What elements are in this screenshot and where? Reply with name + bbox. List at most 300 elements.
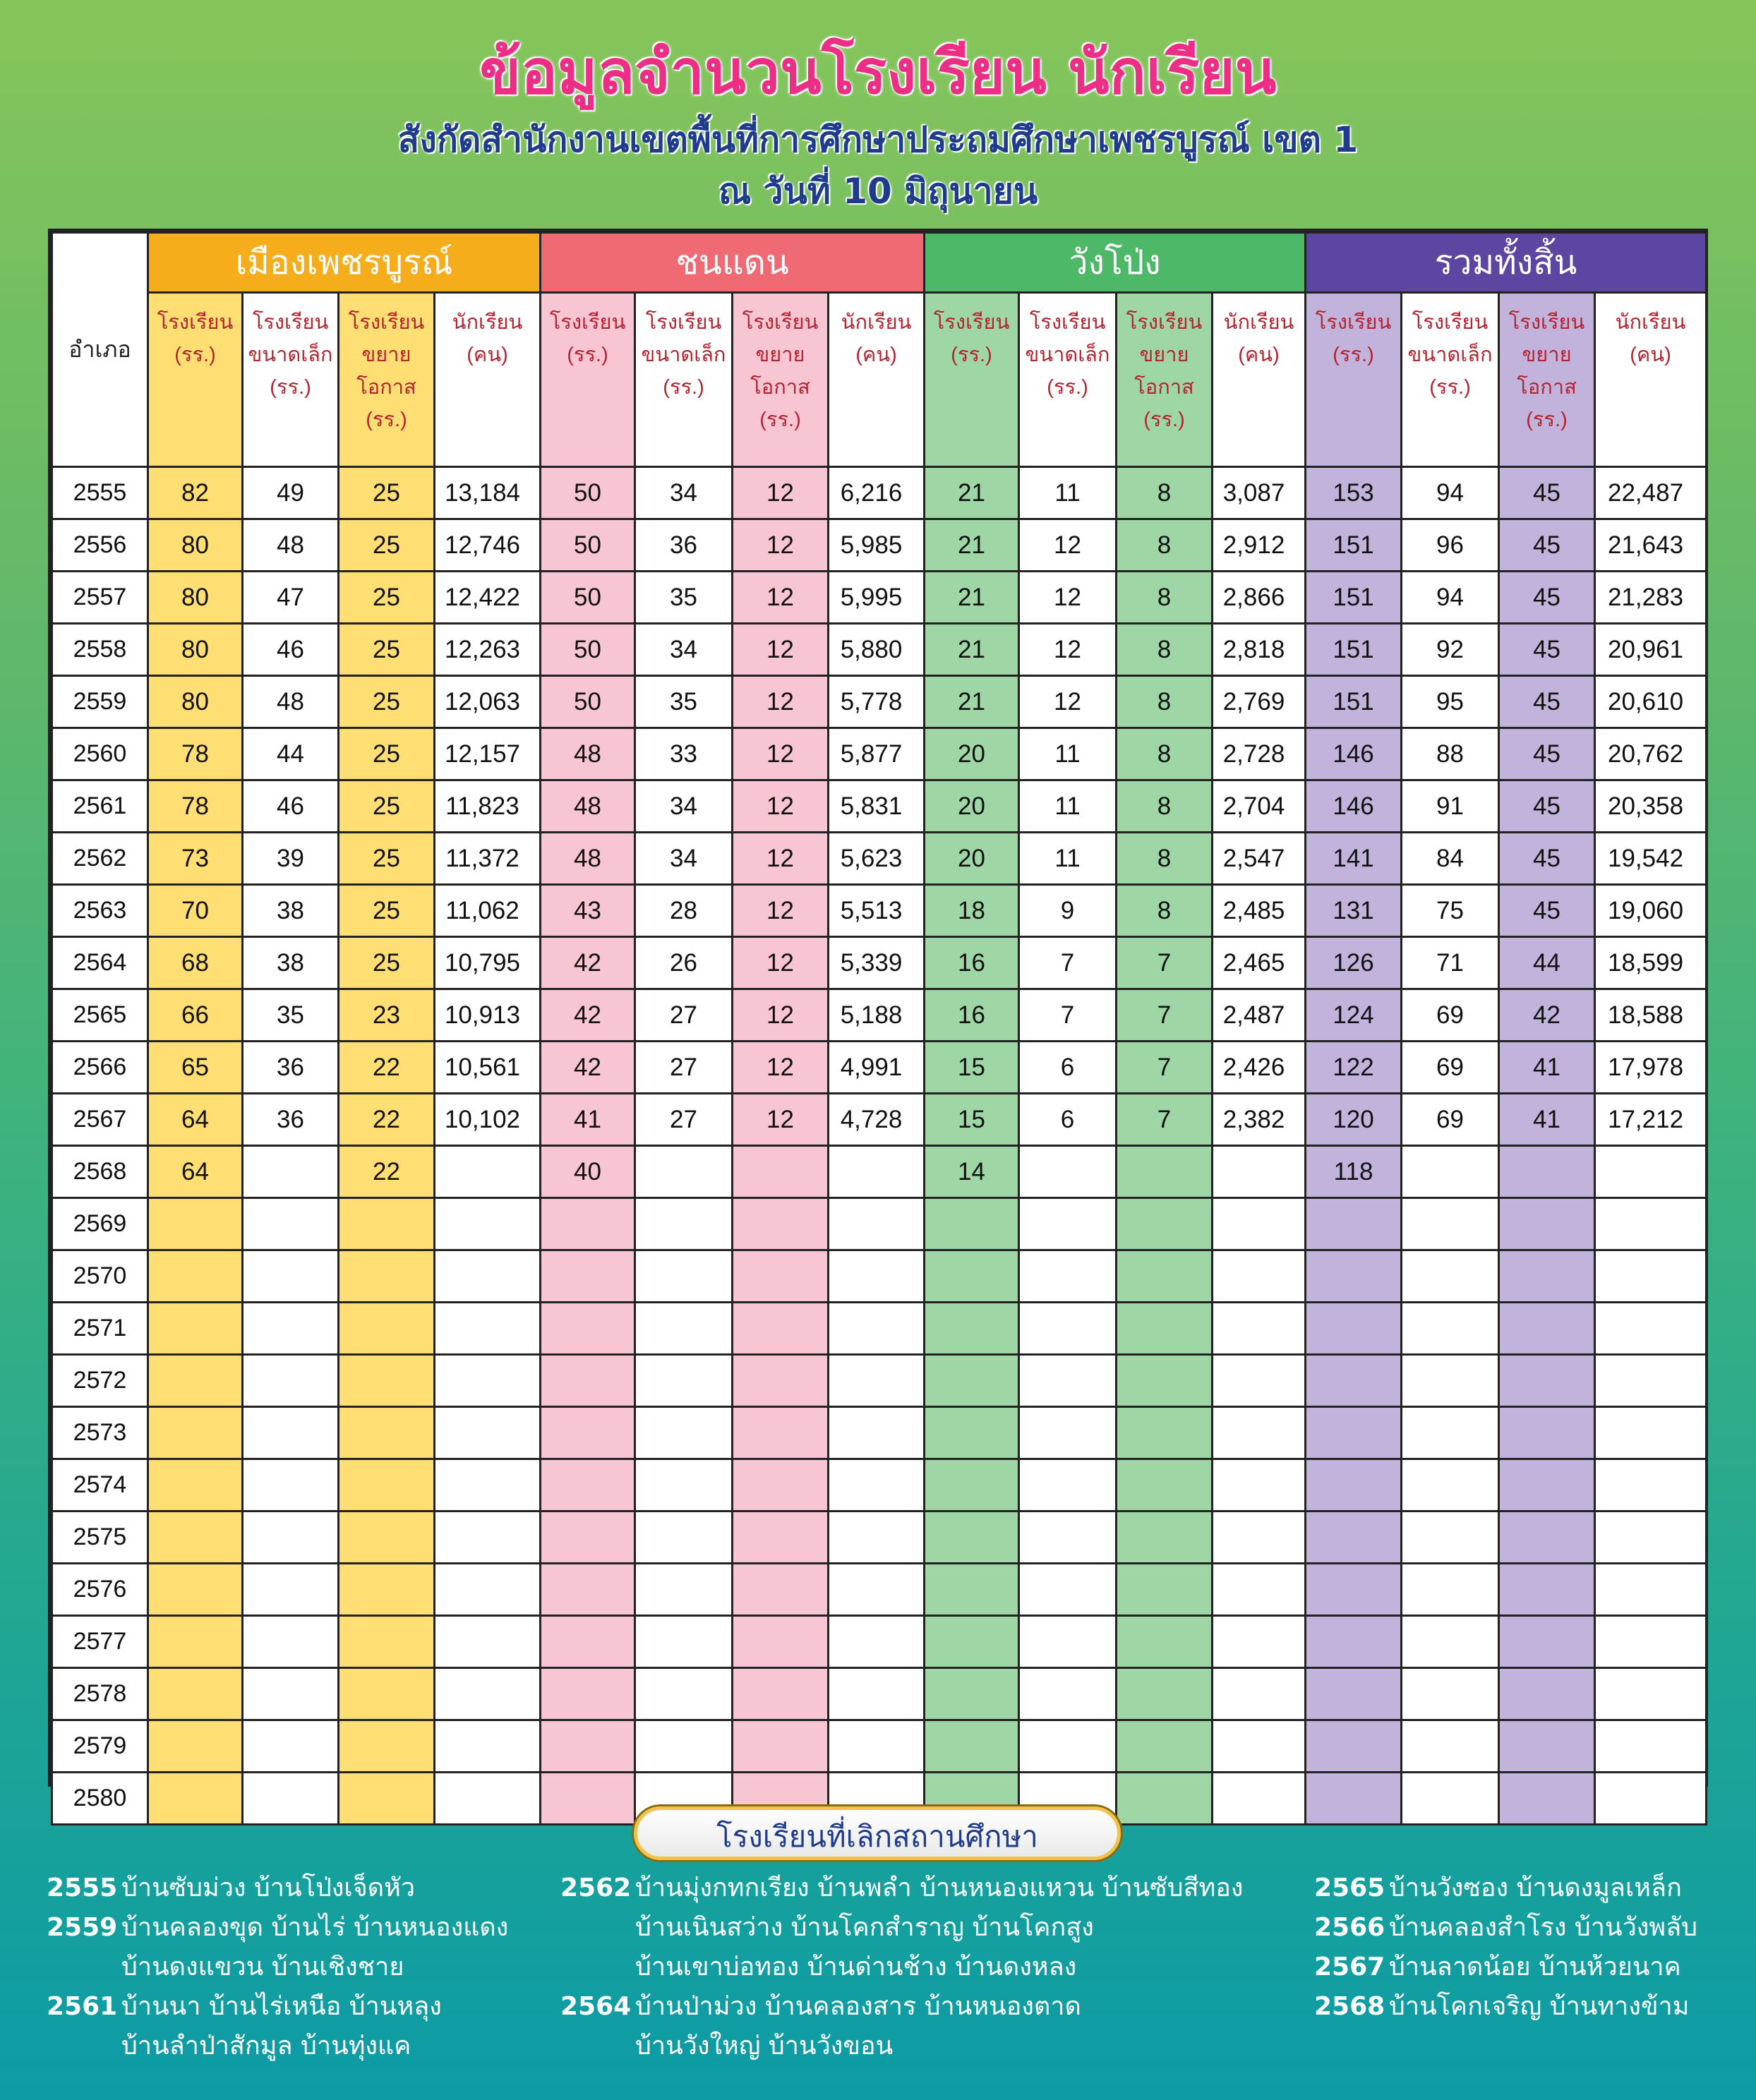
data-cell: [435, 1511, 541, 1564]
closed-school-names: บ้านลาดน้อย บ้านห้วยนาค: [1389, 1953, 1681, 1981]
data-cell: 5,778: [829, 676, 925, 728]
data-cell: 46: [243, 780, 339, 833]
data-cell: 45: [1499, 467, 1595, 519]
subheader-line: (รร.): [1047, 376, 1088, 399]
data-cell: 5,831: [829, 780, 925, 833]
subheader-line: (คน): [467, 344, 508, 366]
data-cell: [829, 1459, 925, 1511]
data-cell: [1499, 1355, 1595, 1407]
table-row: [52, 572, 1707, 624]
data-cell: 65: [148, 1042, 243, 1094]
data-cell: [1117, 1720, 1213, 1773]
data-cell: [733, 1564, 829, 1616]
data-cell: 80: [148, 676, 243, 728]
data-cell: 8: [1117, 519, 1213, 572]
data-cell: 12,422: [435, 572, 541, 624]
data-cell: 34: [635, 624, 733, 676]
data-cell: 71: [1402, 937, 1499, 989]
data-cell: 22: [339, 1146, 435, 1198]
data-cell: [541, 1459, 635, 1511]
data-cell: 12: [733, 833, 829, 885]
data-cell: 151: [1306, 519, 1402, 572]
data-cell: [1117, 1198, 1213, 1250]
data-cell: [541, 1198, 635, 1250]
data-cell: [733, 1146, 829, 1198]
data-cell: [1402, 1511, 1499, 1564]
closed-year: 2566: [1314, 1913, 1385, 1942]
data-cell: 78: [148, 728, 243, 780]
subheader-line: โอกาส: [1134, 376, 1194, 399]
data-cell: 10,102: [435, 1094, 541, 1146]
data-cell: [1019, 1198, 1117, 1250]
data-cell: [148, 1303, 243, 1355]
data-cell: [1213, 1720, 1306, 1773]
data-cell: [339, 1564, 435, 1616]
data-cell: [829, 1355, 925, 1407]
subheader-line: โรงเรียน: [933, 311, 1010, 334]
data-cell: 17,978: [1595, 1042, 1707, 1094]
data-cell: 12: [733, 780, 829, 833]
data-cell: [1019, 1668, 1117, 1720]
data-cell: [1595, 1355, 1707, 1407]
data-cell: 42: [541, 937, 635, 989]
subheader-line: (รร.): [270, 376, 311, 399]
subheader-small-schools: [1019, 293, 1117, 467]
data-cell: 12: [733, 728, 829, 780]
data-cell: 68: [148, 937, 243, 989]
closed-schools-column-3: [1314, 1869, 1738, 2027]
date-line: ณ วันที่ 10 มิถุนายน: [718, 171, 1038, 212]
data-cell: [1595, 1198, 1707, 1250]
data-cell: 34: [635, 833, 733, 885]
closed-year: 2562: [560, 1873, 632, 1902]
data-cell: 10,561: [435, 1042, 541, 1094]
data-cell: [339, 1616, 435, 1668]
data-cell: 12: [733, 624, 829, 676]
data-cell: [148, 1198, 243, 1250]
year-cell: 2558: [52, 624, 148, 676]
subheader-line: (คน): [1238, 344, 1280, 366]
subheader-line: โรงเรียน: [1412, 311, 1489, 334]
table-row: [52, 728, 1707, 780]
data-cell: 10,795: [435, 937, 541, 989]
data-cell: [733, 1616, 829, 1668]
year-cell: 2578: [52, 1668, 148, 1720]
table-row: [52, 833, 1707, 885]
data-cell: 66: [148, 989, 243, 1042]
data-cell: 42: [541, 1042, 635, 1094]
data-cell: 50: [541, 467, 635, 519]
data-cell: 9: [1019, 885, 1117, 937]
closed-school-names: บ้านนา บ้านไร่เหนือ บ้านหลุง บ้านลำป่าสักมูล บ้านทุ่งแค: [121, 1992, 442, 2060]
data-cell: [829, 1146, 925, 1198]
subheader-line: โรงเรียน: [157, 311, 234, 334]
closed-school-entry: [47, 1908, 555, 1987]
year-cell: 2568: [52, 1146, 148, 1198]
data-cell: [635, 1668, 733, 1720]
data-cell: 3,087: [1213, 467, 1306, 519]
data-cell: 12,157: [435, 728, 541, 780]
data-cell: 45: [1499, 833, 1595, 885]
subheader-schools: [541, 293, 635, 467]
data-cell: [1306, 1303, 1402, 1355]
subheader-small-schools: [243, 293, 339, 467]
data-cell: [435, 1146, 541, 1198]
data-cell: [243, 1407, 339, 1459]
data-cell: [1499, 1720, 1595, 1773]
data-cell: [435, 1459, 541, 1511]
data-cell: 124: [1306, 989, 1402, 1042]
year-cell: 2563: [52, 885, 148, 937]
table-row: [52, 1198, 1707, 1250]
data-cell: [1499, 1303, 1595, 1355]
data-cell: [829, 1303, 925, 1355]
year-cell: 2565: [52, 989, 148, 1042]
data-cell: 12: [1019, 676, 1117, 728]
data-cell: 36: [243, 1042, 339, 1094]
data-cell: 12: [733, 467, 829, 519]
subheader-line: โรงเรียน: [645, 311, 722, 334]
table-row: [52, 1094, 1707, 1146]
table-row: [52, 519, 1707, 572]
data-cell: [243, 1511, 339, 1564]
data-cell: [1595, 1720, 1707, 1773]
data-cell: 7: [1019, 937, 1117, 989]
data-cell: [1306, 1198, 1402, 1250]
subheader-students: [1595, 293, 1707, 467]
year-cell: 2577: [52, 1616, 148, 1668]
subheader-schools: [925, 293, 1019, 467]
data-cell: 12: [733, 572, 829, 624]
data-cell: [148, 1459, 243, 1511]
closed-school-entry: [47, 1987, 555, 2066]
subheader-line: โรงเรียน: [549, 311, 626, 334]
data-cell: 22: [339, 1042, 435, 1094]
data-cell: [1213, 1146, 1306, 1198]
data-cell: 5,339: [829, 937, 925, 989]
data-cell: 7: [1019, 989, 1117, 1042]
data-cell: 7: [1117, 937, 1213, 989]
data-cell: 20,762: [1595, 728, 1707, 780]
data-cell: 45: [1499, 780, 1595, 833]
data-cell: 92: [1402, 624, 1499, 676]
data-cell: [243, 1720, 339, 1773]
data-cell: 25: [339, 519, 435, 572]
closed-schools-column-1: [47, 1869, 555, 2066]
closed-school-names: บ้านโคกเจริญ บ้านทางข้าม: [1389, 1992, 1690, 2021]
year-cell: 2574: [52, 1459, 148, 1511]
data-cell: 21: [925, 624, 1019, 676]
data-cell: 50: [541, 676, 635, 728]
data-cell: [1019, 1355, 1117, 1407]
data-cell: 5,985: [829, 519, 925, 572]
data-cell: 21: [925, 519, 1019, 572]
data-cell: 11: [1019, 467, 1117, 519]
data-cell: 12,063: [435, 676, 541, 728]
data-cell: 118: [1306, 1146, 1402, 1198]
subheader-line: โอกาส: [750, 376, 810, 399]
data-cell: 151: [1306, 624, 1402, 676]
data-cell: 25: [339, 780, 435, 833]
closed-school-entry: [47, 1869, 555, 1908]
data-cell: 20,610: [1595, 676, 1707, 728]
table-row: [52, 624, 1707, 676]
data-cell: 4,991: [829, 1042, 925, 1094]
data-cell: [1117, 1459, 1213, 1511]
data-cell: 11,823: [435, 780, 541, 833]
data-cell: 2,426: [1213, 1042, 1306, 1094]
data-cell: 12,746: [435, 519, 541, 572]
subheader-students: [435, 293, 541, 467]
data-cell: 26: [635, 937, 733, 989]
data-cell: 64: [148, 1146, 243, 1198]
data-cell: 12: [733, 676, 829, 728]
data-cell: 28: [635, 885, 733, 937]
year-cell: 2567: [52, 1094, 148, 1146]
data-cell: 50: [541, 572, 635, 624]
subheader-line: โรงเรียน: [742, 311, 819, 334]
data-cell: 73: [148, 833, 243, 885]
table-row: [52, 1459, 1707, 1511]
subheader-extended-schools: [1117, 293, 1213, 467]
data-cell: 38: [243, 937, 339, 989]
data-cell: [829, 1720, 925, 1773]
school-student-table: [48, 229, 1708, 1811]
data-cell: [243, 1355, 339, 1407]
data-cell: 151: [1306, 676, 1402, 728]
data-cell: [733, 1459, 829, 1511]
data-cell: [1402, 1303, 1499, 1355]
data-cell: [339, 1198, 435, 1250]
data-cell: [541, 1250, 635, 1303]
data-cell: 11: [1019, 728, 1117, 780]
closed-schools-column-2: [560, 1869, 1309, 2066]
closed-year: 2559: [47, 1913, 118, 1942]
data-cell: [1306, 1668, 1402, 1720]
subheader-line: โรงเรียน: [1508, 311, 1585, 334]
data-cell: 146: [1306, 728, 1402, 780]
data-cell: 94: [1402, 467, 1499, 519]
data-cell: [1306, 1564, 1402, 1616]
year-cell: 2560: [52, 728, 148, 780]
subheader-line: (รร.): [1333, 344, 1374, 366]
page-subtitle: สังกัดสำนักงานเขตพื้นที่การศึกษาประถมศึกษาเพชรบูรณ์ เขต 1: [397, 119, 1359, 160]
data-cell: 2,912: [1213, 519, 1306, 572]
closed-school-names: บ้านคลองขุด บ้านไร่ บ้านหนองแดง บ้านดงแขวน บ้านเชิงชาย: [121, 1913, 509, 1981]
data-cell: 22: [339, 1094, 435, 1146]
data-cell: 33: [635, 728, 733, 780]
data-cell: 17,212: [1595, 1094, 1707, 1146]
data-cell: [435, 1564, 541, 1616]
data-cell: [635, 1198, 733, 1250]
data-cell: 39: [243, 833, 339, 885]
subheader-line: นักเรียน: [1223, 311, 1294, 334]
data-cell: [1595, 1407, 1707, 1459]
subheader-schools: [1306, 293, 1402, 467]
closed-school-entry: [560, 1869, 1309, 1987]
data-cell: 19,542: [1595, 833, 1707, 885]
data-cell: 27: [635, 1042, 733, 1094]
group-header-chon-daen: ชนแดน: [541, 233, 925, 293]
data-cell: [1117, 1250, 1213, 1303]
data-cell: 2,465: [1213, 937, 1306, 989]
data-cell: [1402, 1198, 1499, 1250]
data-cell: 21,283: [1595, 572, 1707, 624]
data-cell: [1213, 1459, 1306, 1511]
data-cell: [1402, 1616, 1499, 1668]
data-cell: [1213, 1407, 1306, 1459]
data-cell: [1213, 1668, 1306, 1720]
data-cell: [635, 1250, 733, 1303]
page-title: ข้อมูลจำนวนโรงเรียน นักเรียน: [479, 37, 1277, 108]
data-cell: [1117, 1668, 1213, 1720]
data-cell: [1019, 1720, 1117, 1773]
data-cell: 48: [243, 519, 339, 572]
data-cell: [148, 1407, 243, 1459]
data-cell: [243, 1459, 339, 1511]
data-cell: [541, 1616, 635, 1668]
data-cell: 16: [925, 937, 1019, 989]
data-cell: 8: [1117, 467, 1213, 519]
data-cell: [1499, 1511, 1595, 1564]
data-cell: [1402, 1773, 1499, 1825]
data-cell: 41: [541, 1094, 635, 1146]
data-cell: 18,599: [1595, 937, 1707, 989]
data-cell: 34: [635, 467, 733, 519]
data-cell: [1595, 1616, 1707, 1668]
data-cell: [1499, 1146, 1595, 1198]
data-cell: [829, 1511, 925, 1564]
data-cell: 36: [243, 1094, 339, 1146]
data-cell: [1402, 1146, 1499, 1198]
table-row: [52, 1303, 1707, 1355]
closed-year: 2567: [1314, 1953, 1385, 1981]
data-cell: [243, 1146, 339, 1198]
data-cell: 20: [925, 780, 1019, 833]
group-header-wang-pong: วังโป่ง: [925, 233, 1306, 293]
data-cell: [541, 1773, 635, 1825]
subheader-line: นักเรียน: [452, 311, 523, 334]
data-cell: [1499, 1250, 1595, 1303]
data-cell: [925, 1198, 1019, 1250]
closed-school-entry: [1314, 1869, 1738, 1908]
data-cell: 12: [733, 1094, 829, 1146]
year-cell: 2562: [52, 833, 148, 885]
data-cell: [635, 1303, 733, 1355]
data-cell: 88: [1402, 728, 1499, 780]
data-cell: [1402, 1407, 1499, 1459]
subheader-line: นักเรียน: [1615, 311, 1686, 334]
data-cell: 70: [148, 885, 243, 937]
data-cell: 2,728: [1213, 728, 1306, 780]
data-cell: [148, 1355, 243, 1407]
data-cell: 153: [1306, 467, 1402, 519]
subheader-line: (รร.): [759, 409, 801, 431]
data-cell: [148, 1720, 243, 1773]
subheader-line: โอกาส: [356, 376, 416, 399]
subheader-line: (รร.): [366, 409, 407, 431]
subheader-line: โรงเรียน: [348, 311, 425, 334]
data-cell: [925, 1564, 1019, 1616]
year-cell: 2561: [52, 780, 148, 833]
data-cell: [1213, 1303, 1306, 1355]
table-row: [52, 1042, 1707, 1094]
data-cell: [1213, 1773, 1306, 1825]
year-cell: 2575: [52, 1511, 148, 1564]
data-cell: 20,961: [1595, 624, 1707, 676]
data-cell: 41: [1499, 1094, 1595, 1146]
closed-year: 2568: [1314, 1992, 1385, 2021]
closed-school-entry: [1314, 1908, 1738, 1948]
data-cell: [635, 1720, 733, 1773]
data-cell: [1306, 1355, 1402, 1407]
data-cell: [829, 1198, 925, 1250]
data-cell: 12: [733, 1042, 829, 1094]
data-cell: [541, 1564, 635, 1616]
data-cell: [733, 1668, 829, 1720]
data-cell: 6: [1019, 1042, 1117, 1094]
table-row: [52, 1511, 1707, 1564]
data-cell: [339, 1511, 435, 1564]
subheader-line: (รร.): [567, 344, 608, 366]
table-row: [52, 1146, 1707, 1198]
data-cell: [733, 1511, 829, 1564]
data-cell: 2,547: [1213, 833, 1306, 885]
data-cell: [1117, 1616, 1213, 1668]
data-cell: [541, 1355, 635, 1407]
data-cell: [1213, 1511, 1306, 1564]
data-cell: [1117, 1303, 1213, 1355]
data-cell: [243, 1616, 339, 1668]
data-cell: [1019, 1146, 1117, 1198]
data-cell: 35: [635, 572, 733, 624]
subheader-line: โอกาส: [1517, 376, 1577, 399]
data-cell: 84: [1402, 833, 1499, 885]
data-cell: [1402, 1459, 1499, 1511]
data-cell: 12: [733, 989, 829, 1042]
data-cell: [635, 1146, 733, 1198]
table-row: [52, 1564, 1707, 1616]
data-cell: 45: [1499, 885, 1595, 937]
subheader-line: ขนาดเล็ก: [1407, 344, 1493, 366]
subheader-line: ขยาย: [361, 344, 411, 366]
data-cell: [925, 1720, 1019, 1773]
data-cell: 75: [1402, 885, 1499, 937]
data-cell: [1306, 1616, 1402, 1668]
data-cell: [1402, 1250, 1499, 1303]
data-cell: [829, 1616, 925, 1668]
data-cell: 2,487: [1213, 989, 1306, 1042]
data-cell: 25: [339, 676, 435, 728]
subheader-line: (คน): [1630, 344, 1671, 366]
data-cell: [541, 1303, 635, 1355]
data-cell: [733, 1250, 829, 1303]
data-cell: [1402, 1720, 1499, 1773]
data-cell: 45: [1499, 676, 1595, 728]
table-row: [52, 1355, 1707, 1407]
data-cell: 35: [243, 989, 339, 1042]
data-cell: [1213, 1616, 1306, 1668]
data-cell: [339, 1668, 435, 1720]
data-cell: 25: [339, 833, 435, 885]
subheader-students: [829, 293, 925, 467]
data-cell: [339, 1303, 435, 1355]
data-cell: 80: [148, 624, 243, 676]
data-cell: [148, 1250, 243, 1303]
table-row: [52, 1720, 1707, 1773]
subheader-line: โรงเรียน: [252, 311, 329, 334]
data-cell: 19,060: [1595, 885, 1707, 937]
